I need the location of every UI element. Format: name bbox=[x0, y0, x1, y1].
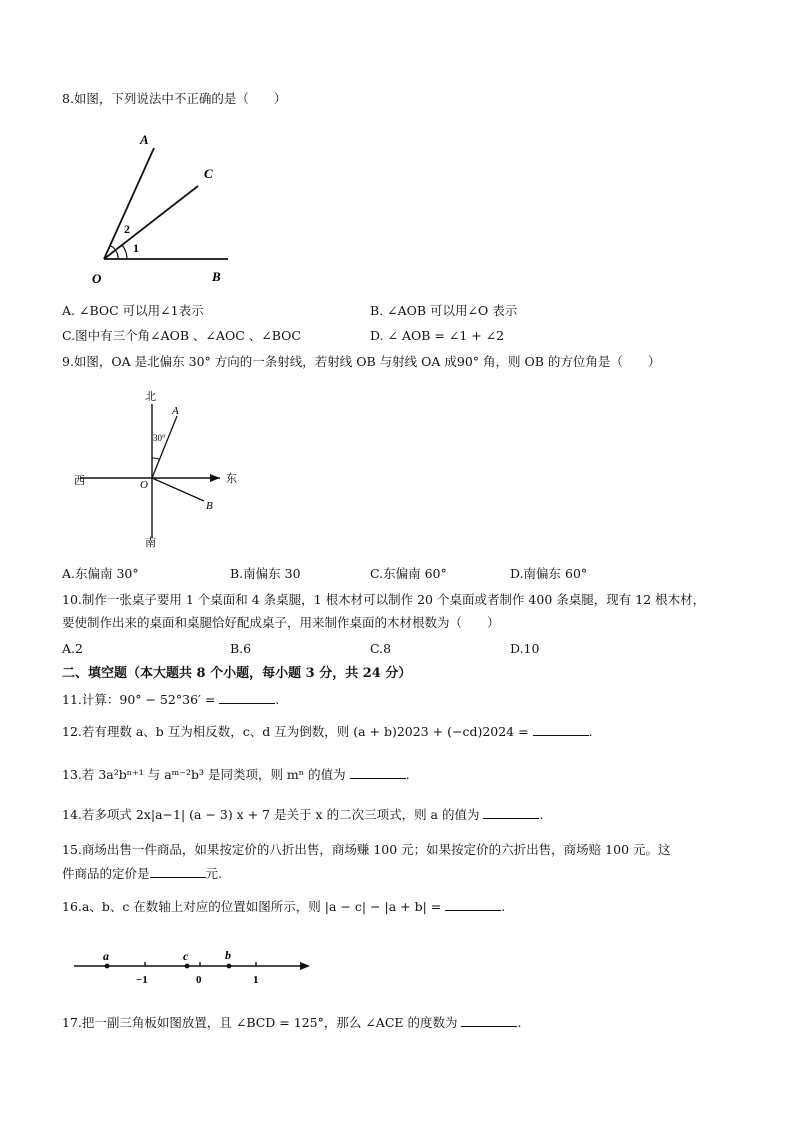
q11-answer-blank bbox=[219, 691, 275, 704]
q16-tick-1: 1 bbox=[253, 974, 259, 986]
q8-label-A: A bbox=[140, 132, 149, 147]
q15-line2 bbox=[62, 865, 222, 883]
section-heading: 二、填空题（本大题共 8 个小题，每小题 3 分，共 24 分） bbox=[62, 666, 412, 681]
q17-answer-blank bbox=[461, 1014, 517, 1027]
q16-tick-0: 0 bbox=[196, 974, 202, 986]
q9-figure bbox=[70, 386, 250, 556]
q15-unit: 元. bbox=[205, 866, 222, 881]
q8-option-a: A. ∠BOC 可以用∠1表示 bbox=[62, 303, 204, 318]
q16-number-line bbox=[70, 945, 320, 990]
q9-option-d: D.南偏东 60° bbox=[510, 566, 588, 581]
q11-text: 11.计算：90° − 52°36′ = bbox=[62, 692, 216, 707]
q10-option-d: D.10 bbox=[510, 641, 540, 656]
q9-option-c: C.东偏南 60° bbox=[370, 566, 447, 581]
q10-option-b: B.6 bbox=[230, 641, 252, 656]
q9-option-b: B.南偏东 30 bbox=[230, 566, 301, 581]
q9-label-north: 北 bbox=[145, 391, 156, 403]
q16-stem: 16.a、b、c 在数轴上对应的位置如图所示，则 |a − c| − |a + b| = . bbox=[62, 899, 506, 914]
q12-stem: 12.若有理数 a、b 互为相反数，c、d 互为倒数，则 (a + b)2023 + (−cd)2024 = . bbox=[62, 724, 593, 739]
q9-label-south: 南 bbox=[145, 537, 156, 549]
q16-text: 16.a、b、c 在数轴上对应的位置如图所示，则 |a − c| − |a + b| = bbox=[62, 899, 442, 914]
q8-option-c: C.图中有三个角∠AOB 、∠AOC 、∠BOC bbox=[62, 328, 301, 343]
q16-tick-neg1: −1 bbox=[136, 974, 148, 986]
q13-stem: 13.若 3a²bⁿ⁺¹ 与 aᵐ⁻²b³ 是同类项，则 mⁿ 的值为 . bbox=[62, 767, 410, 782]
q16-label-c: c bbox=[183, 949, 189, 963]
q8-label-B: B bbox=[212, 269, 221, 284]
q9-label-west: 西 bbox=[74, 475, 85, 487]
q14-text: 14.若多项式 2x|a−1| (a − 3) x + 7 是关于 x 的二次三项式，则 a 的值为 bbox=[62, 807, 480, 822]
q17-text: 17.把一副三角板如图放置，且 ∠BCD = 125°，那么 ∠ACE 的度数为 bbox=[62, 1015, 458, 1030]
q8-option-d: D. ∠ AOB = ∠1 + ∠2 bbox=[370, 328, 505, 343]
q15-line1: 15.商场出售一件商品，如果按定价的八折出售，商场赚 100 元；如果按定价的六折出售，商场赔 100 元。这 bbox=[62, 842, 671, 857]
q8-label-2: 2 bbox=[124, 222, 130, 236]
q9-label-A: A bbox=[172, 405, 179, 417]
q9-angle-label: 30° bbox=[153, 433, 166, 443]
q9-label-O: O bbox=[140, 479, 148, 491]
q9-label-east: 东 bbox=[226, 473, 237, 485]
q14-stem: 14.若多项式 2x|a−1| (a − 3) x + 7 是关于 x 的二次三项式，则 a 的值为 . bbox=[62, 807, 544, 822]
q12-answer-blank bbox=[533, 723, 589, 736]
q8-option-b: B. ∠AOB 可以用∠O 表示 bbox=[370, 303, 518, 318]
q9-option-a: A.东偏南 30° bbox=[62, 566, 139, 581]
q13-text: 13.若 3a²bⁿ⁺¹ 与 aᵐ⁻²b³ 是同类项，则 mⁿ 的值为 bbox=[62, 767, 346, 782]
q10-stem-line1: 10.制作一张桌子要用 1 个桌面和 4 条桌腿，1 根木材可以制作 20 个桌面或者制作 400 条桌腿，现有 12 根木材， bbox=[62, 592, 706, 607]
q9-label-B: B bbox=[206, 500, 213, 512]
q16-label-a: a bbox=[103, 949, 109, 963]
q9-stem: 9.如图，OA 是北偏东 30° 方向的一条射线，若射线 OB 与射线 OA 成90° 角，则 OB 的方位角是（ ） bbox=[62, 354, 661, 369]
q12-text: 12.若有理数 a、b 互为相反数，c、d 互为倒数，则 (a + b)2023 + (−cd)2024 = bbox=[62, 724, 529, 739]
q16-answer-blank bbox=[445, 898, 501, 911]
q8-label-C: C bbox=[204, 166, 213, 181]
q15-text: 件商品的定价是 bbox=[62, 866, 150, 881]
q8-label-1: 1 bbox=[133, 241, 139, 255]
q15-answer-blank bbox=[150, 865, 206, 878]
q8-label-O: O bbox=[92, 271, 102, 286]
q8-stem: 8.如图，下列说法中不正确的是（ ） bbox=[62, 91, 287, 106]
q10-option-c: C.8 bbox=[370, 641, 392, 656]
q14-answer-blank bbox=[483, 806, 539, 819]
q17-stem: 17.把一副三角板如图放置，且 ∠BCD = 125°，那么 ∠ACE 的度数为 . bbox=[62, 1015, 522, 1030]
q8-figure bbox=[80, 128, 240, 288]
q13-answer-blank bbox=[350, 766, 406, 779]
q11-stem: 11.计算：90° − 52°36′ = . bbox=[62, 692, 280, 707]
q16-label-b: b bbox=[225, 948, 231, 962]
q10-stem-line2: 要使制作出来的桌面和桌腿恰好配成桌子，用来制作桌面的木材根数为（ ） bbox=[62, 615, 500, 630]
q10-option-a: A.2 bbox=[62, 641, 83, 656]
